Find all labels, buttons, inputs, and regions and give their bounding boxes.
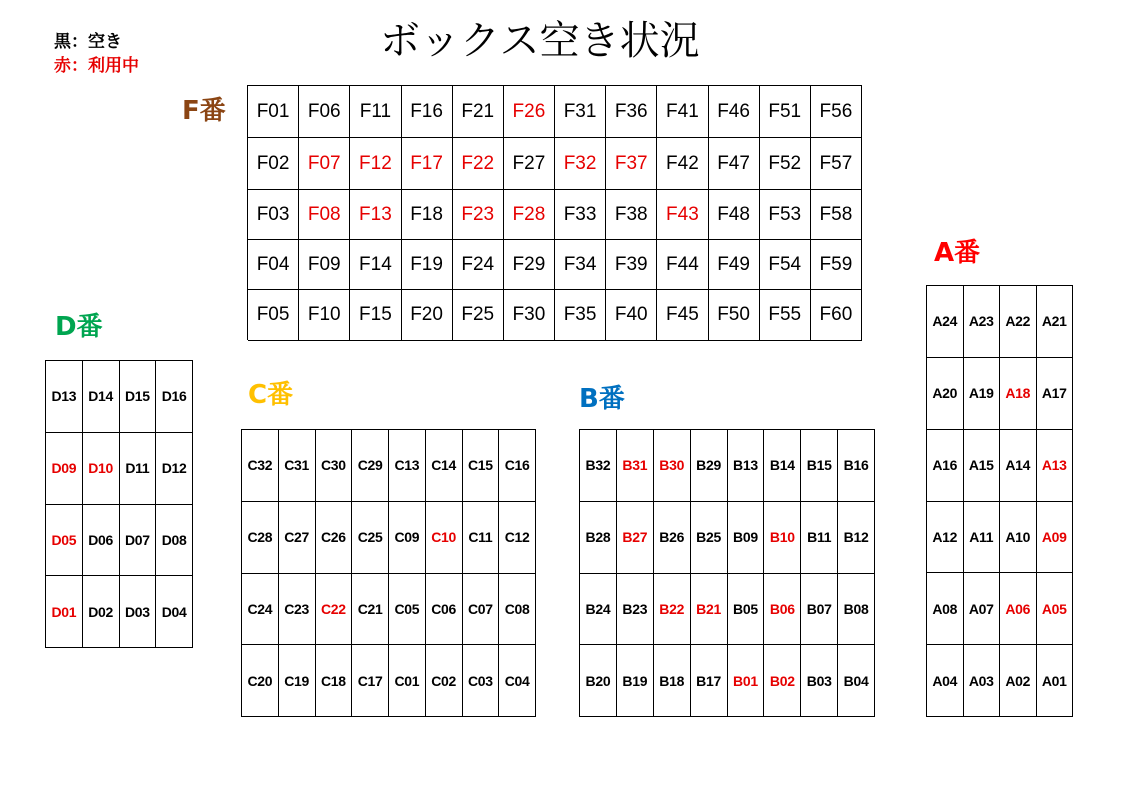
box-cell: B28: [580, 502, 617, 574]
box-cell: B23: [617, 574, 654, 646]
box-cell: C22: [316, 574, 353, 646]
box-cell: F09: [299, 240, 350, 290]
box-cell: A15: [964, 430, 1001, 502]
box-cell: F14: [350, 240, 401, 290]
box-cell: D09: [46, 433, 83, 505]
box-cell: B02: [764, 645, 801, 717]
box-cell: C07: [463, 574, 500, 646]
box-cell: B21: [691, 574, 728, 646]
box-cell: D16: [156, 361, 193, 433]
box-cell: F10: [299, 290, 350, 341]
box-cell: F02: [248, 138, 299, 190]
box-cell: C21: [352, 574, 389, 646]
box-cell: D10: [83, 433, 120, 505]
box-cell: C05: [389, 574, 426, 646]
box-cell: B04: [838, 645, 875, 717]
box-cell: B06: [764, 574, 801, 646]
box-cell: C27: [279, 502, 316, 574]
box-cell: C19: [279, 645, 316, 717]
box-cell: F27: [504, 138, 555, 190]
box-cell: F06: [299, 86, 350, 138]
box-cell: C20: [242, 645, 279, 717]
box-cell: A21: [1037, 286, 1074, 358]
box-cell: F07: [299, 138, 350, 190]
box-cell: C29: [352, 430, 389, 502]
box-cell: B30: [654, 430, 691, 502]
box-grid-a: [926, 285, 1073, 717]
box-cell: F46: [709, 86, 760, 138]
box-cell: F50: [709, 290, 760, 341]
box-cell: D12: [156, 433, 193, 505]
box-cell: A01: [1037, 645, 1074, 717]
box-cell: F38: [606, 190, 657, 240]
box-cell: B25: [691, 502, 728, 574]
box-cell: C10: [426, 502, 463, 574]
legend-used: 赤：利用中: [54, 56, 139, 76]
box-cell: C01: [389, 645, 426, 717]
box-cell: B32: [580, 430, 617, 502]
box-cell: F59: [811, 240, 862, 290]
box-cell: C18: [316, 645, 353, 717]
box-cell: A02: [1000, 645, 1037, 717]
box-cell: C12: [499, 502, 536, 574]
box-cell: F18: [402, 190, 453, 240]
box-cell: C31: [279, 430, 316, 502]
box-cell: B15: [801, 430, 838, 502]
box-cell: F13: [350, 190, 401, 240]
box-cell: F11: [350, 86, 401, 138]
box-cell: A14: [1000, 430, 1037, 502]
box-cell: F45: [657, 290, 708, 341]
box-cell: F54: [760, 240, 811, 290]
box-cell: F28: [504, 190, 555, 240]
box-cell: A22: [1000, 286, 1037, 358]
box-cell: F56: [811, 86, 862, 138]
box-grid-c: [241, 429, 536, 717]
box-cell: F23: [453, 190, 504, 240]
box-cell: A05: [1037, 573, 1074, 645]
box-cell: C04: [499, 645, 536, 717]
box-cell: F26: [504, 86, 555, 138]
box-cell: B08: [838, 574, 875, 646]
box-cell: F08: [299, 190, 350, 240]
box-cell: C13: [389, 430, 426, 502]
box-cell: B17: [691, 645, 728, 717]
box-cell: A18: [1000, 358, 1037, 430]
box-cell: B22: [654, 574, 691, 646]
box-cell: F52: [760, 138, 811, 190]
box-cell: B24: [580, 574, 617, 646]
box-cell: B05: [728, 574, 765, 646]
box-cell: F47: [709, 138, 760, 190]
section-label-b: B番: [579, 384, 625, 414]
box-cell: C15: [463, 430, 500, 502]
box-cell: C23: [279, 574, 316, 646]
box-cell: B27: [617, 502, 654, 574]
box-cell: B26: [654, 502, 691, 574]
box-cell: F35: [555, 290, 606, 341]
box-cell: B19: [617, 645, 654, 717]
box-cell: F16: [402, 86, 453, 138]
box-cell: F04: [248, 240, 299, 290]
box-cell: C11: [463, 502, 500, 574]
box-cell: B18: [654, 645, 691, 717]
box-cell: C30: [316, 430, 353, 502]
box-cell: D06: [83, 505, 120, 577]
box-cell: B10: [764, 502, 801, 574]
box-cell: C28: [242, 502, 279, 574]
box-cell: D08: [156, 505, 193, 577]
box-cell: F60: [811, 290, 862, 341]
box-cell: A06: [1000, 573, 1037, 645]
box-cell: C09: [389, 502, 426, 574]
box-cell: A11: [964, 502, 1001, 574]
box-cell: C06: [426, 574, 463, 646]
box-cell: F05: [248, 290, 299, 341]
box-cell: F19: [402, 240, 453, 290]
box-cell: B16: [838, 430, 875, 502]
box-cell: B31: [617, 430, 654, 502]
box-cell: F48: [709, 190, 760, 240]
box-cell: D03: [120, 576, 157, 648]
box-cell: F29: [504, 240, 555, 290]
box-cell: C16: [499, 430, 536, 502]
box-cell: C03: [463, 645, 500, 717]
box-cell: D15: [120, 361, 157, 433]
box-cell: F58: [811, 190, 862, 240]
section-label-a: A番: [934, 238, 981, 268]
box-cell: F32: [555, 138, 606, 190]
box-cell: A19: [964, 358, 1001, 430]
box-cell: B20: [580, 645, 617, 717]
box-cell: F55: [760, 290, 811, 341]
box-cell: F41: [657, 86, 708, 138]
box-cell: D11: [120, 433, 157, 505]
box-cell: F49: [709, 240, 760, 290]
legend-free: 黒：空き: [54, 32, 122, 52]
box-cell: A04: [927, 645, 964, 717]
section-label-c: C番: [248, 380, 294, 410]
box-cell: F44: [657, 240, 708, 290]
box-cell: F15: [350, 290, 401, 341]
box-cell: B03: [801, 645, 838, 717]
box-cell: B01: [728, 645, 765, 717]
box-cell: F25: [453, 290, 504, 341]
box-cell: C08: [499, 574, 536, 646]
box-cell: D05: [46, 505, 83, 577]
box-cell: A24: [927, 286, 964, 358]
box-cell: D04: [156, 576, 193, 648]
box-cell: C02: [426, 645, 463, 717]
box-cell: A08: [927, 573, 964, 645]
box-cell: A13: [1037, 430, 1074, 502]
box-grid-f: [247, 85, 862, 340]
box-cell: F43: [657, 190, 708, 240]
box-cell: F40: [606, 290, 657, 341]
box-cell: F57: [811, 138, 862, 190]
box-cell: F12: [350, 138, 401, 190]
box-cell: F22: [453, 138, 504, 190]
box-cell: B12: [838, 502, 875, 574]
box-cell: A03: [964, 645, 1001, 717]
box-cell: A12: [927, 502, 964, 574]
box-grid-d: [45, 360, 193, 648]
box-cell: F34: [555, 240, 606, 290]
box-cell: F03: [248, 190, 299, 240]
box-cell: F31: [555, 86, 606, 138]
section-label-d: D番: [55, 312, 103, 342]
box-cell: F20: [402, 290, 453, 341]
box-cell: A17: [1037, 358, 1074, 430]
box-cell: B29: [691, 430, 728, 502]
box-cell: A07: [964, 573, 1001, 645]
box-cell: B09: [728, 502, 765, 574]
box-cell: A16: [927, 430, 964, 502]
box-cell: F33: [555, 190, 606, 240]
box-cell: D01: [46, 576, 83, 648]
box-cell: B13: [728, 430, 765, 502]
box-cell: C17: [352, 645, 389, 717]
box-cell: F42: [657, 138, 708, 190]
box-cell: F01: [248, 86, 299, 138]
box-cell: D02: [83, 576, 120, 648]
box-cell: F53: [760, 190, 811, 240]
box-cell: A10: [1000, 502, 1037, 574]
box-cell: F30: [504, 290, 555, 341]
box-cell: C24: [242, 574, 279, 646]
box-cell: F39: [606, 240, 657, 290]
page-title: ボックス空き状況: [380, 18, 700, 64]
box-cell: B11: [801, 502, 838, 574]
box-cell: F37: [606, 138, 657, 190]
box-cell: D07: [120, 505, 157, 577]
box-cell: B14: [764, 430, 801, 502]
box-grid-b: [579, 429, 875, 717]
box-cell: B07: [801, 574, 838, 646]
box-cell: A23: [964, 286, 1001, 358]
box-cell: F51: [760, 86, 811, 138]
box-cell: C32: [242, 430, 279, 502]
box-cell: F17: [402, 138, 453, 190]
box-cell: C25: [352, 502, 389, 574]
box-cell: F21: [453, 86, 504, 138]
box-cell: F24: [453, 240, 504, 290]
box-cell: C14: [426, 430, 463, 502]
box-cell: A20: [927, 358, 964, 430]
box-cell: A09: [1037, 502, 1074, 574]
section-label-f: F番: [182, 96, 226, 126]
box-cell: F36: [606, 86, 657, 138]
box-cell: C26: [316, 502, 353, 574]
box-cell: D14: [83, 361, 120, 433]
box-cell: D13: [46, 361, 83, 433]
